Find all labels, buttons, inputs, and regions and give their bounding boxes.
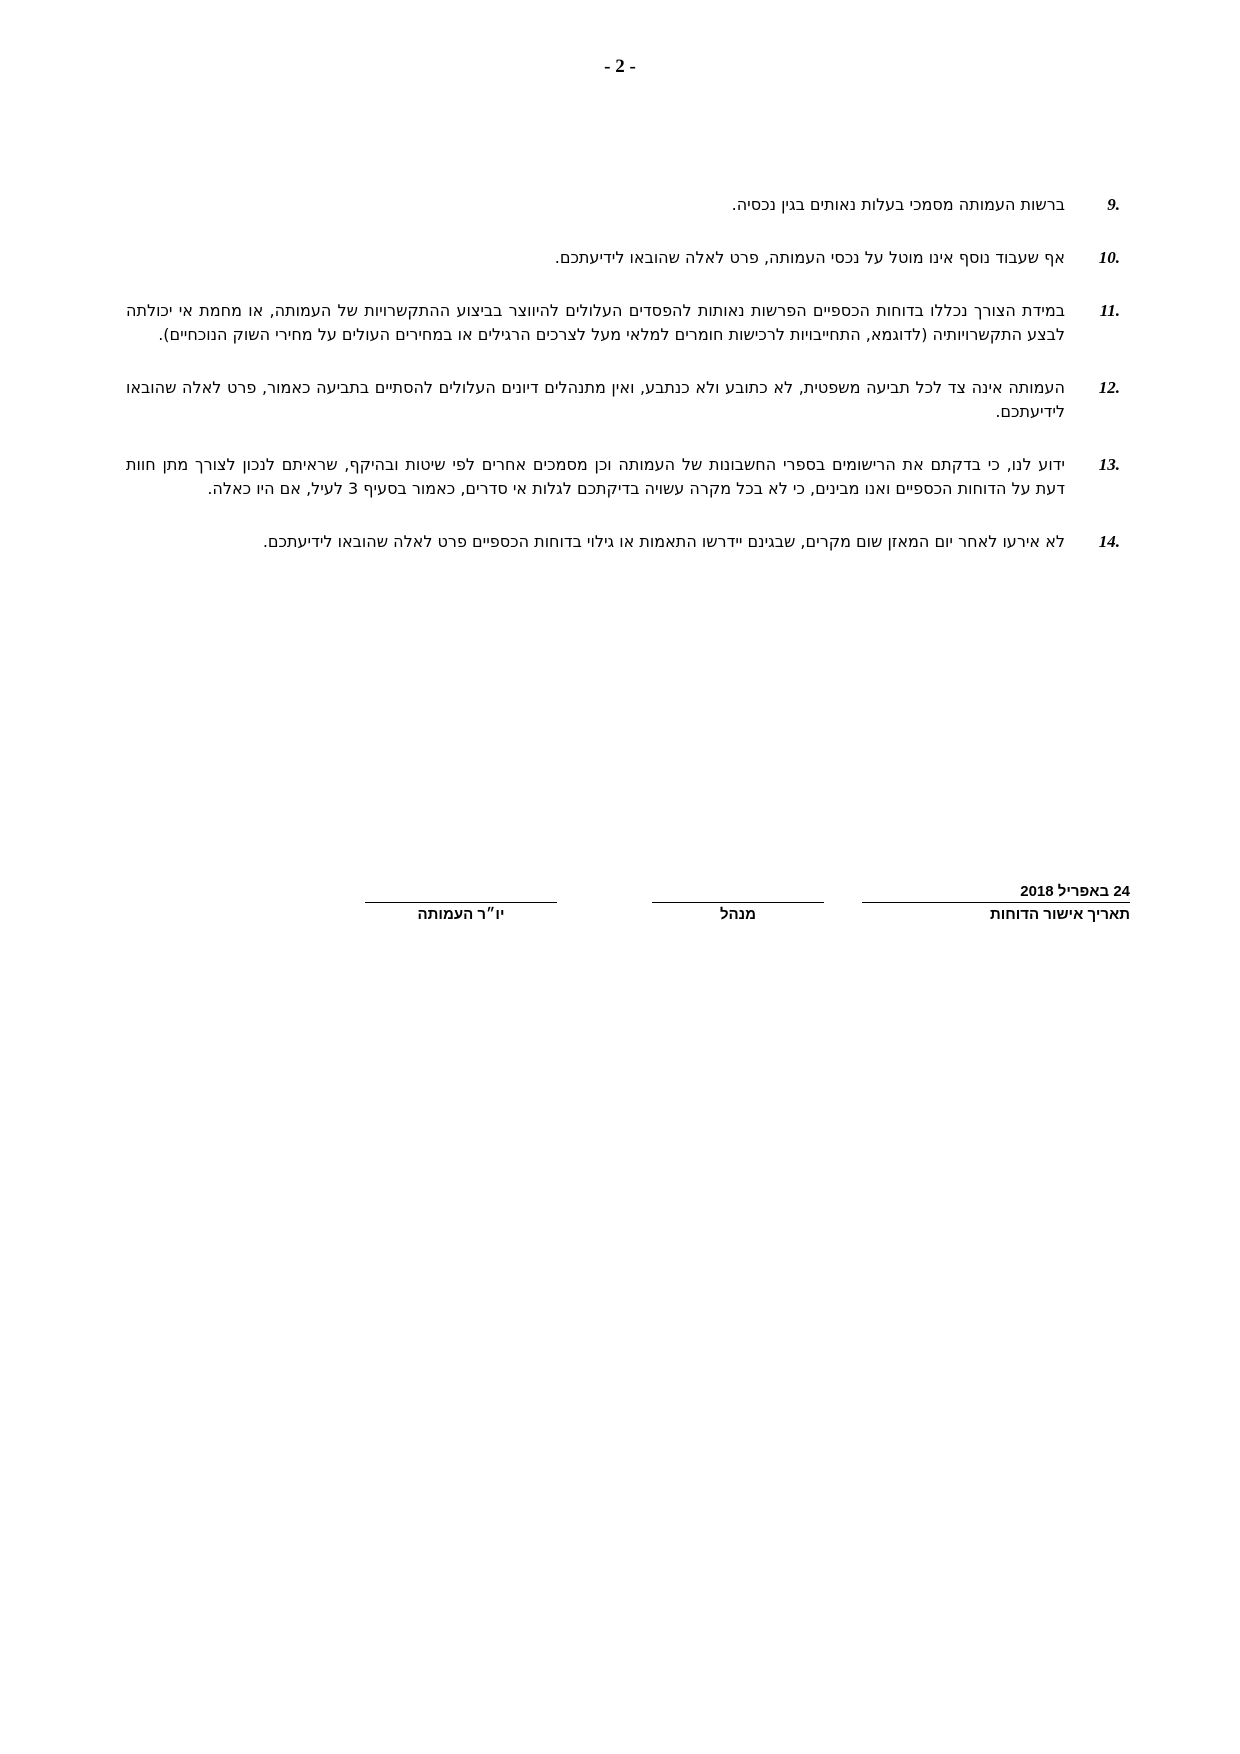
item-number: 12. — [1098, 378, 1120, 397]
page-number: - 2 - — [604, 56, 636, 77]
signature-line — [862, 902, 1130, 903]
item-text: לא אירעו לאחר יום המאזן שום מקרים, שבגינם יידרשו התאמות או גילוי בדוחות הכספיים פרט לאלה שהובאו לידיעתכם. — [262, 532, 1065, 551]
item-number: 13. — [1098, 455, 1120, 474]
approval-date-value: 24 באפריל 2018 — [1020, 883, 1130, 900]
list-item — [126, 453, 1120, 501]
item-text: ידוע לנו, כי בדקתם את הרישומים בספרי החשבונות של העמותה וכן מסמכים אחרים לפי שיטות ובהיקף, שראיתם לנכון לצורך מתן חוות דעת על הדוחות הכספיים ואנו מבינים, כי לא בכל מקרה עשויה בדיקתכם לגלות אי סדרים, כאמור בסעיף 3 לעיל, אם היו כאלה. — [126, 455, 1065, 498]
chair-signature — [365, 882, 557, 925]
signature-line — [652, 902, 824, 903]
item-number: 11. — [1099, 301, 1120, 320]
item-text: ברשות העמותה מסמכי בעלות נאותים בגין נכסיה. — [731, 195, 1065, 214]
item-number: 9. — [1107, 195, 1120, 214]
list-item — [126, 193, 1120, 217]
statement-items — [126, 193, 1120, 583]
item-text: העמותה אינה צד לכל תביעה משפטית, לא כתובע ולא כנתבע, ואין מתנהלים דיונים העלולים להסתיים בתביעה כאמור, פרט לאלה שהובאו לידיעתכם. — [126, 378, 1065, 421]
list-item — [126, 246, 1120, 270]
manager-signature — [652, 882, 824, 925]
list-item — [126, 299, 1120, 347]
item-text: אף שעבוד נוסף אינו מוטל על נכסי העמותה, פרט לאלה שהובאו לידיעתכם. — [554, 248, 1065, 267]
approval-date-signature — [862, 882, 1130, 925]
item-number: 14. — [1098, 532, 1120, 551]
item-number: 10. — [1098, 248, 1120, 267]
list-item — [126, 376, 1120, 424]
approval-date-label: תאריך אישור הדוחות — [989, 906, 1130, 923]
list-item — [126, 530, 1120, 554]
item-text: במידת הצורך נכללו בדוחות הכספיים הפרשות נאותות להפסדים העלולים להיווצר בביצוע ההתקשרויות של העמותה, או מחמת אי יכולתה לבצע התקשרויותיה (לדוגמא, התחייבויות לרכישות חומרים למלאי מעל לצרכים הרגילים או במחירים העולים על מחירי השוק הנוכחיים). — [126, 301, 1065, 344]
chair-label: יו״ר העמותה — [417, 906, 505, 923]
manager-label: מנהל — [719, 906, 757, 923]
signature-line — [365, 902, 557, 903]
